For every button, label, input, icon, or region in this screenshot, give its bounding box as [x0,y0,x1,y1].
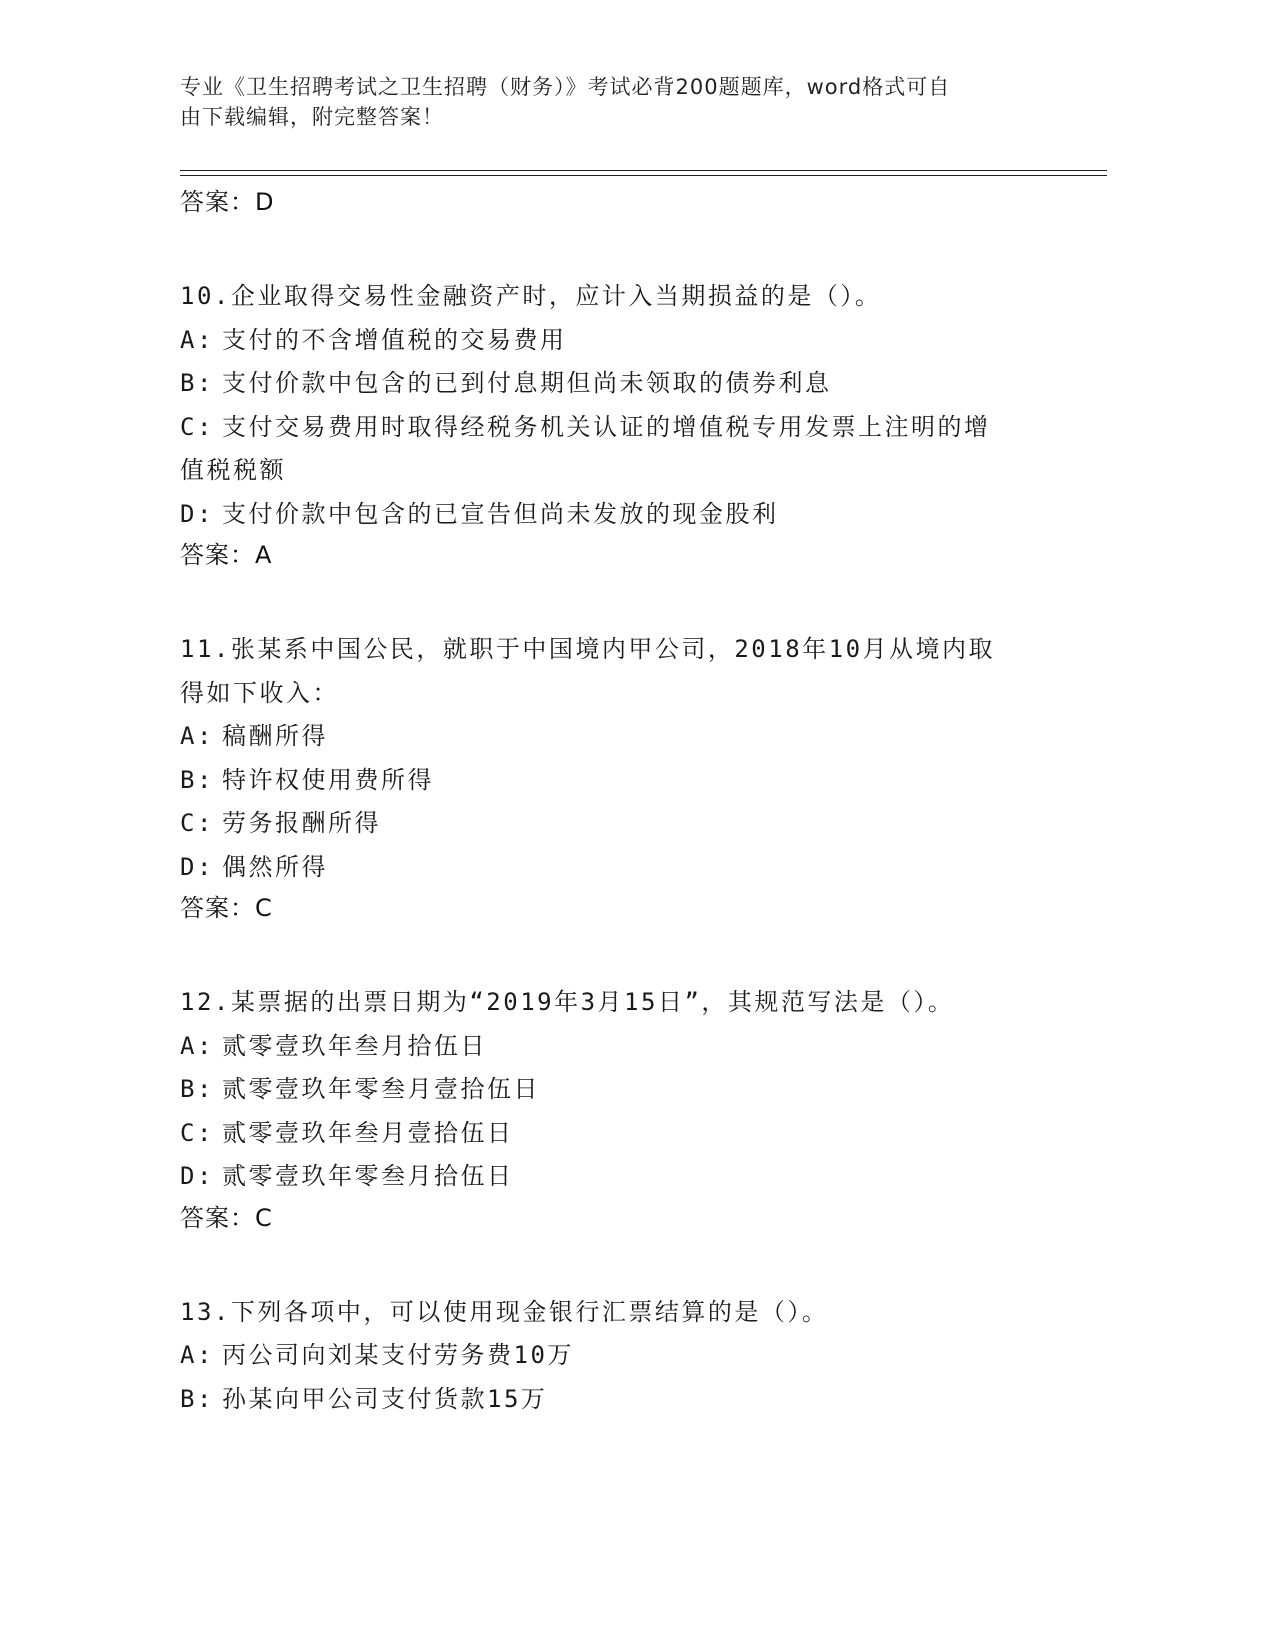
option-key: D: [180,499,214,528]
question-block [180,981,1060,1237]
question-stem: 得如下收入： [180,678,339,707]
option-key: A: [180,1031,214,1060]
answer-line: 答案：C [180,894,273,922]
option-text: 劳务报酬所得 [222,809,381,837]
option-text: 贰零壹玖年零叁月壹拾伍日 [222,1075,540,1103]
option-text: 特许权使用费所得 [222,765,434,794]
option-line [180,1155,1060,1199]
option-text: 支付交易费用时取得经税务机关认证的增值税专用发票上注明的增 [222,412,991,441]
option-line: 值税税额 [180,456,286,484]
option-key: D: [180,852,214,881]
option-text: 支付的不含增值税的交易费用 [222,325,567,354]
option-line [180,1334,1060,1378]
option-text: 贰零壹玖年叁月拾伍日 [222,1031,487,1060]
option-text: 孙某向甲公司支付货款15万 [222,1384,548,1413]
document-header [180,72,1040,132]
option-text: 稿酬所得 [222,722,328,750]
question-stem: 11.张某系中国公民，就职于中国境内甲公司，2018年10月从境内取 [180,635,996,663]
option-line [180,715,1060,759]
header-line-2: 由下载编辑，附完整答案！ [180,105,444,129]
option-key: A: [180,325,214,354]
question-block [180,275,1060,574]
option-text: 支付价款中包含的已到付息期但尚未领取的债券利息 [222,369,832,397]
header-line-1: 专业《卫生招聘考试之卫生招聘（财务）》考试必背200题题库，word格式可自 [180,75,951,99]
question-block [180,628,1060,927]
option-key: B: [180,1075,214,1103]
option-line [180,802,1060,846]
question-block [180,1291,1060,1422]
header-divider-top [180,170,1107,171]
option-key: D: [180,1162,214,1190]
answer-line: 答案：C [180,1203,273,1232]
option-key: B: [180,1384,214,1413]
questions-container [180,275,1060,1421]
option-text: 贰零壹玖年零叁月拾伍日 [222,1162,514,1190]
option-line [180,406,1060,450]
header-divider-bottom [180,175,1107,176]
option-key: A: [180,722,214,750]
option-line [180,362,1060,406]
option-key: A: [180,1341,214,1369]
option-key: B: [180,765,214,794]
option-text: 偶然所得 [222,852,328,881]
question-stem: 10.企业取得交易性金融资产时，应计入当期损益的是（）。 [180,282,882,310]
question-stem: 12.某票据的出票日期为“2019年3月15日”，其规范写法是（）。 [180,988,955,1016]
option-line [180,1378,1060,1422]
question-stem: 13.下列各项中，可以使用现金银行汇票结算的是（）。 [180,1297,829,1326]
option-line [180,1025,1060,1069]
option-text: 支付价款中包含的已宣告但尚未发放的现金股利 [222,499,779,528]
option-line [180,846,1060,890]
option-line [180,759,1060,803]
option-text: 贰零壹玖年叁月壹拾伍日 [222,1118,514,1147]
option-key: C: [180,1118,214,1147]
answer-line: 答案：A [180,541,273,569]
option-line [180,319,1060,363]
option-key: B: [180,369,214,397]
question-list [180,183,1060,1421]
previous-answer: 答案：D [180,188,275,216]
option-text: 丙公司向刘某支付劳务费10万 [222,1341,574,1369]
option-key: C: [180,809,214,837]
option-line [180,1112,1060,1156]
option-key: C: [180,412,214,441]
option-line [180,493,1060,537]
option-line [180,1068,1060,1112]
